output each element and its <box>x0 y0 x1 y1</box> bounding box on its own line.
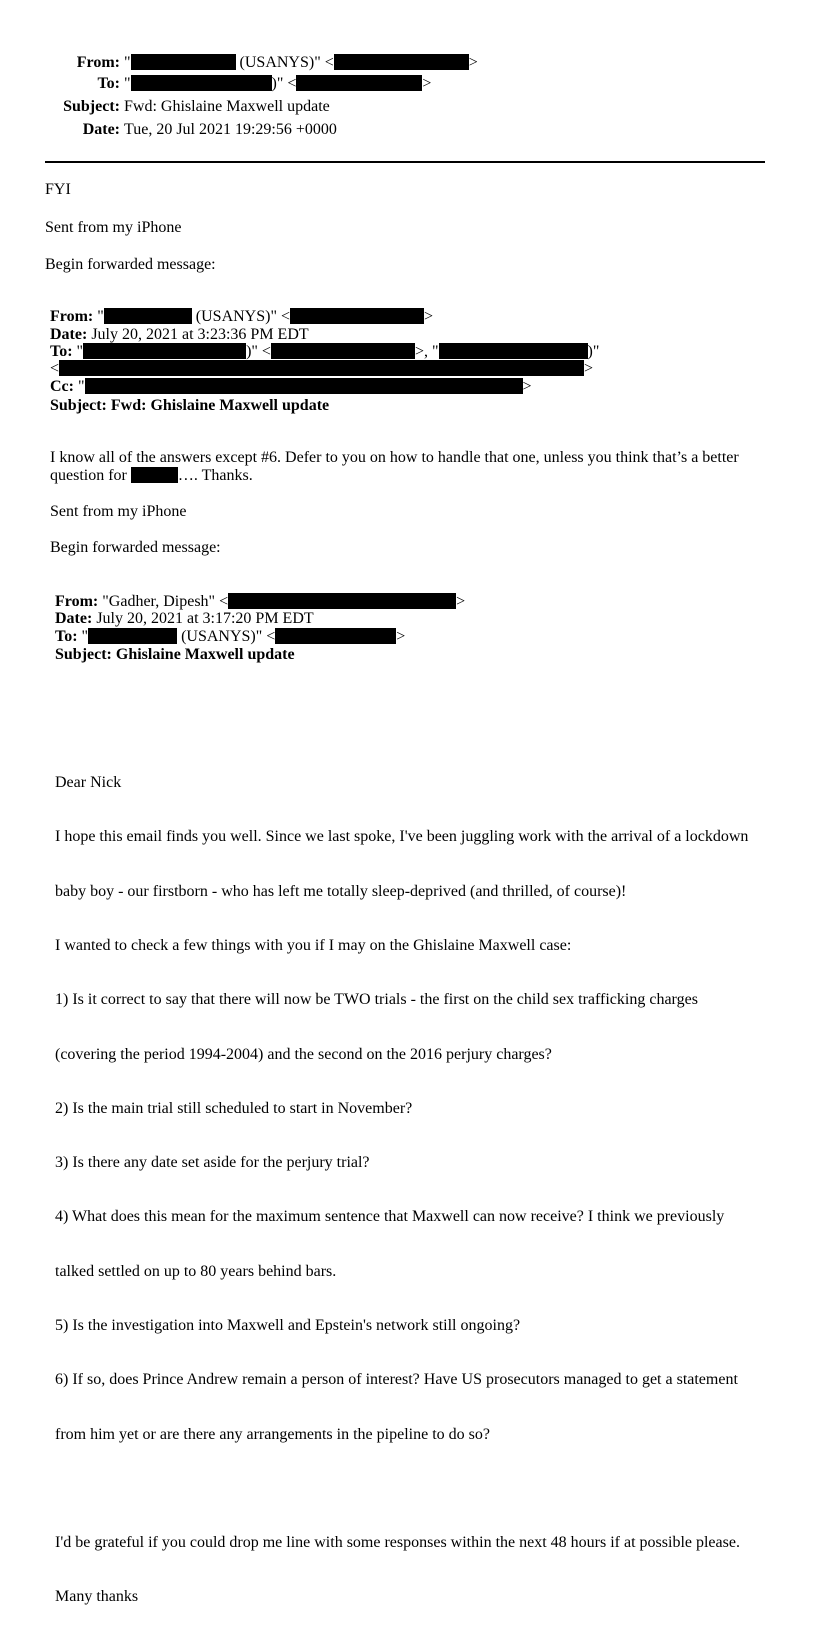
begin-forwarded-text: Begin forwarded message: <box>45 256 216 273</box>
date-value: July 20, 2021 at 3:23:36 PM EDT <box>91 326 309 343</box>
redaction <box>131 54 236 70</box>
redaction <box>83 343 246 359</box>
to-label: To: <box>55 628 78 645</box>
subject-label: Subject: <box>63 98 120 115</box>
redaction <box>59 360 584 376</box>
redaction <box>290 308 424 324</box>
date-label: Date: <box>82 121 120 138</box>
from-value: (USANYS)" <box>195 308 277 325</box>
fwd1-date <box>50 326 309 344</box>
from-value: "Gadher, Dipesh" < <box>102 593 229 610</box>
to-label: To: <box>50 343 73 360</box>
letter-line: (covering the period 1994-2004) and the second on the 2016 perjury charges? <box>55 1045 552 1063</box>
fwd1-body-line2 <box>50 467 253 485</box>
fwd1-from: From: " (USANYS)" < > <box>50 308 434 325</box>
header-date <box>40 120 337 140</box>
divider <box>45 161 765 163</box>
fwd1-begin-forwarded: Begin forwarded message: <box>50 539 221 556</box>
letter-line: I'd be grateful if you could drop me line with some responses within the next 48 hours if at possible please. <box>55 1534 740 1552</box>
fwd2-date <box>55 610 314 628</box>
text: question for <box>50 467 131 484</box>
redaction <box>271 343 415 359</box>
text: …. Thanks. <box>177 467 253 484</box>
letter-line: I hope this email finds you well. Since we last spoke, I've been juggling work with the arrival of a lockdown <box>55 828 749 846</box>
redaction <box>439 343 588 359</box>
subject-value: Fwd: Ghislaine Maxwell update <box>124 98 330 115</box>
fyi-text: FYI <box>45 181 71 198</box>
letter-line: 5) Is the investigation into Maxwell and Epstein's network still ongoing? <box>55 1317 521 1334</box>
redaction <box>131 467 178 483</box>
header-from: From: " (USANYS)" < > <box>40 53 478 73</box>
redaction <box>131 75 272 91</box>
to-label: To: <box>97 75 120 92</box>
sent-from-text: Sent from my iPhone <box>45 219 182 236</box>
fwd1-to: To: " )" < >, " )" <box>50 343 600 360</box>
fwd2-to: To: " (USANYS)" < > <box>55 628 406 645</box>
redaction <box>334 54 469 70</box>
fwd1-sent-from: Sent from my iPhone <box>50 503 187 520</box>
from-label: From: <box>50 308 94 325</box>
header-subject <box>40 97 330 117</box>
redaction <box>275 628 396 644</box>
letter-line: 6) If so, does Prince Andrew remain a person of interest? Have US prosecutors managed to get a statement <box>55 1371 738 1389</box>
from-label: From: <box>76 54 120 71</box>
cc-label: Cc: <box>50 378 74 395</box>
letter-line: baby boy - our firstborn - who has left me totally sleep-deprived (and thrilled, of course)! <box>55 882 627 900</box>
redaction <box>88 628 177 644</box>
date-label: Date: <box>55 610 93 627</box>
letter-line <box>55 1480 748 1498</box>
fwd1-body-line1: I know all of the answers except #6. Defer to you on how to handle that one, unless you think that’s a better <box>50 449 739 466</box>
header-to: To: " )" < > <box>40 74 431 94</box>
redaction <box>85 378 523 394</box>
date-label: Date: <box>50 326 88 343</box>
fwd1-to-cont: < > <box>50 360 594 377</box>
letter-line: 2) Is the main trial still scheduled to start in November? <box>55 1099 413 1117</box>
redaction <box>228 593 456 609</box>
redaction <box>104 308 192 324</box>
date-value: Tue, 20 Jul 2021 19:29:56 +0000 <box>124 121 337 138</box>
letter-line: Dear Nick <box>55 774 122 792</box>
letter-line: 3) Is there any date set aside for the perjury trial? <box>55 1154 370 1172</box>
letter-line: talked settled on up to 80 years behind bars. <box>55 1262 337 1280</box>
from-value: (USANYS)" <box>239 54 321 71</box>
from-label: From: <box>55 593 99 610</box>
letter-body <box>55 738 748 1625</box>
fwd2-from: From: "Gadher, Dipesh" < > <box>55 593 466 610</box>
fwd1-subject: Subject: Fwd: Ghislaine Maxwell update <box>50 397 330 414</box>
letter-line: from him yet or are there any arrangements in the pipeline to do so? <box>55 1425 490 1443</box>
letter-line: I wanted to check a few things with you if I may on the Ghislaine Maxwell case: <box>55 937 572 955</box>
fwd1-cc: Cc: " > <box>50 378 532 395</box>
to-value: (USANYS)" < <box>181 628 276 645</box>
fwd2-subject: Subject: Ghislaine Maxwell update <box>55 646 295 663</box>
letter-line: Many thanks <box>55 1588 139 1606</box>
letter-line: 1) Is it correct to say that there will now be TWO trials - the first on the child sex trafficking charges <box>55 991 698 1009</box>
date-value: July 20, 2021 at 3:17:20 PM EDT <box>96 610 314 627</box>
redaction <box>296 75 422 91</box>
letter-line: 4) What does this mean for the maximum sentence that Maxwell can now receive? I think we previously <box>55 1208 725 1226</box>
